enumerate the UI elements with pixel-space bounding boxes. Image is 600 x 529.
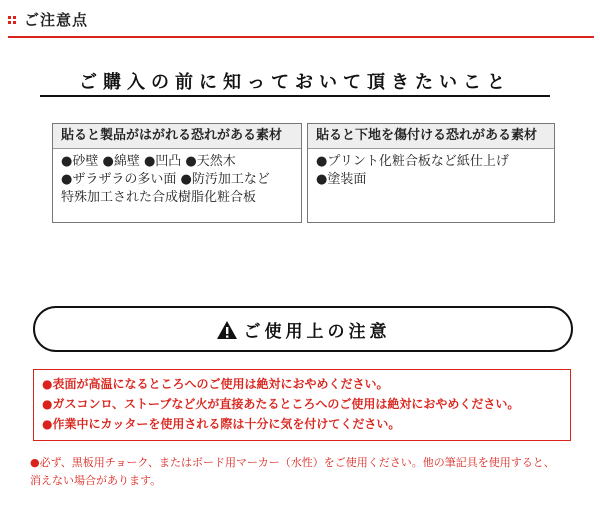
list-item: ●プリント化粧合板など紙仕上げ [316,154,509,169]
list-item: ●砂壁 ●綿壁 ●凹凸 ●天然木 [61,154,236,169]
damage-risk-materials-box [307,123,555,223]
peel-risk-header: 貼ると製品がはがれる恐れがある素材 [53,124,301,149]
main-heading-rule [40,95,550,97]
usage-notice-banner [33,306,573,352]
section-title: ご注意点 [24,11,89,29]
main-heading: ご購入の前に知っておいて頂きたいこと [79,72,511,93]
footnote-line: ●必ず、黒板用チョーク、またはボード用マーカー（水性）をご使用ください。他の筆記具を使用すると、 [30,456,555,469]
peel-risk-list [53,149,301,211]
list-item: 特殊加工された合成樹脂化粧合板 [61,190,257,205]
warning-item: ●ガスコンロ、ストーブなど火が直接あたるところへのご使用は絶対におやめください。 [42,397,520,411]
section-header [8,6,594,38]
warning-item: ●作業中にカッターを使用される際は十分に気を付けてください。 [42,417,401,431]
peel-risk-materials-box [52,123,302,223]
warning-item: ●表面が高温になるところへのご使用は絶対におやめください。 [42,377,389,391]
warnings-box [33,369,571,441]
warning-icon [216,320,238,345]
damage-risk-list [308,149,554,193]
list-item: ●塗装面 [316,172,367,187]
damage-risk-header: 貼ると下地を傷付ける恐れがある素材 [308,124,554,149]
footnote [30,454,590,490]
usage-notice-title: ご使用上の注意 [243,322,391,342]
grid-dots-icon [8,16,17,25]
list-item: ●ザラザラの多い面 ●防汚加工など [61,172,270,187]
footnote-line: 消えない場合があります。 [30,474,162,487]
